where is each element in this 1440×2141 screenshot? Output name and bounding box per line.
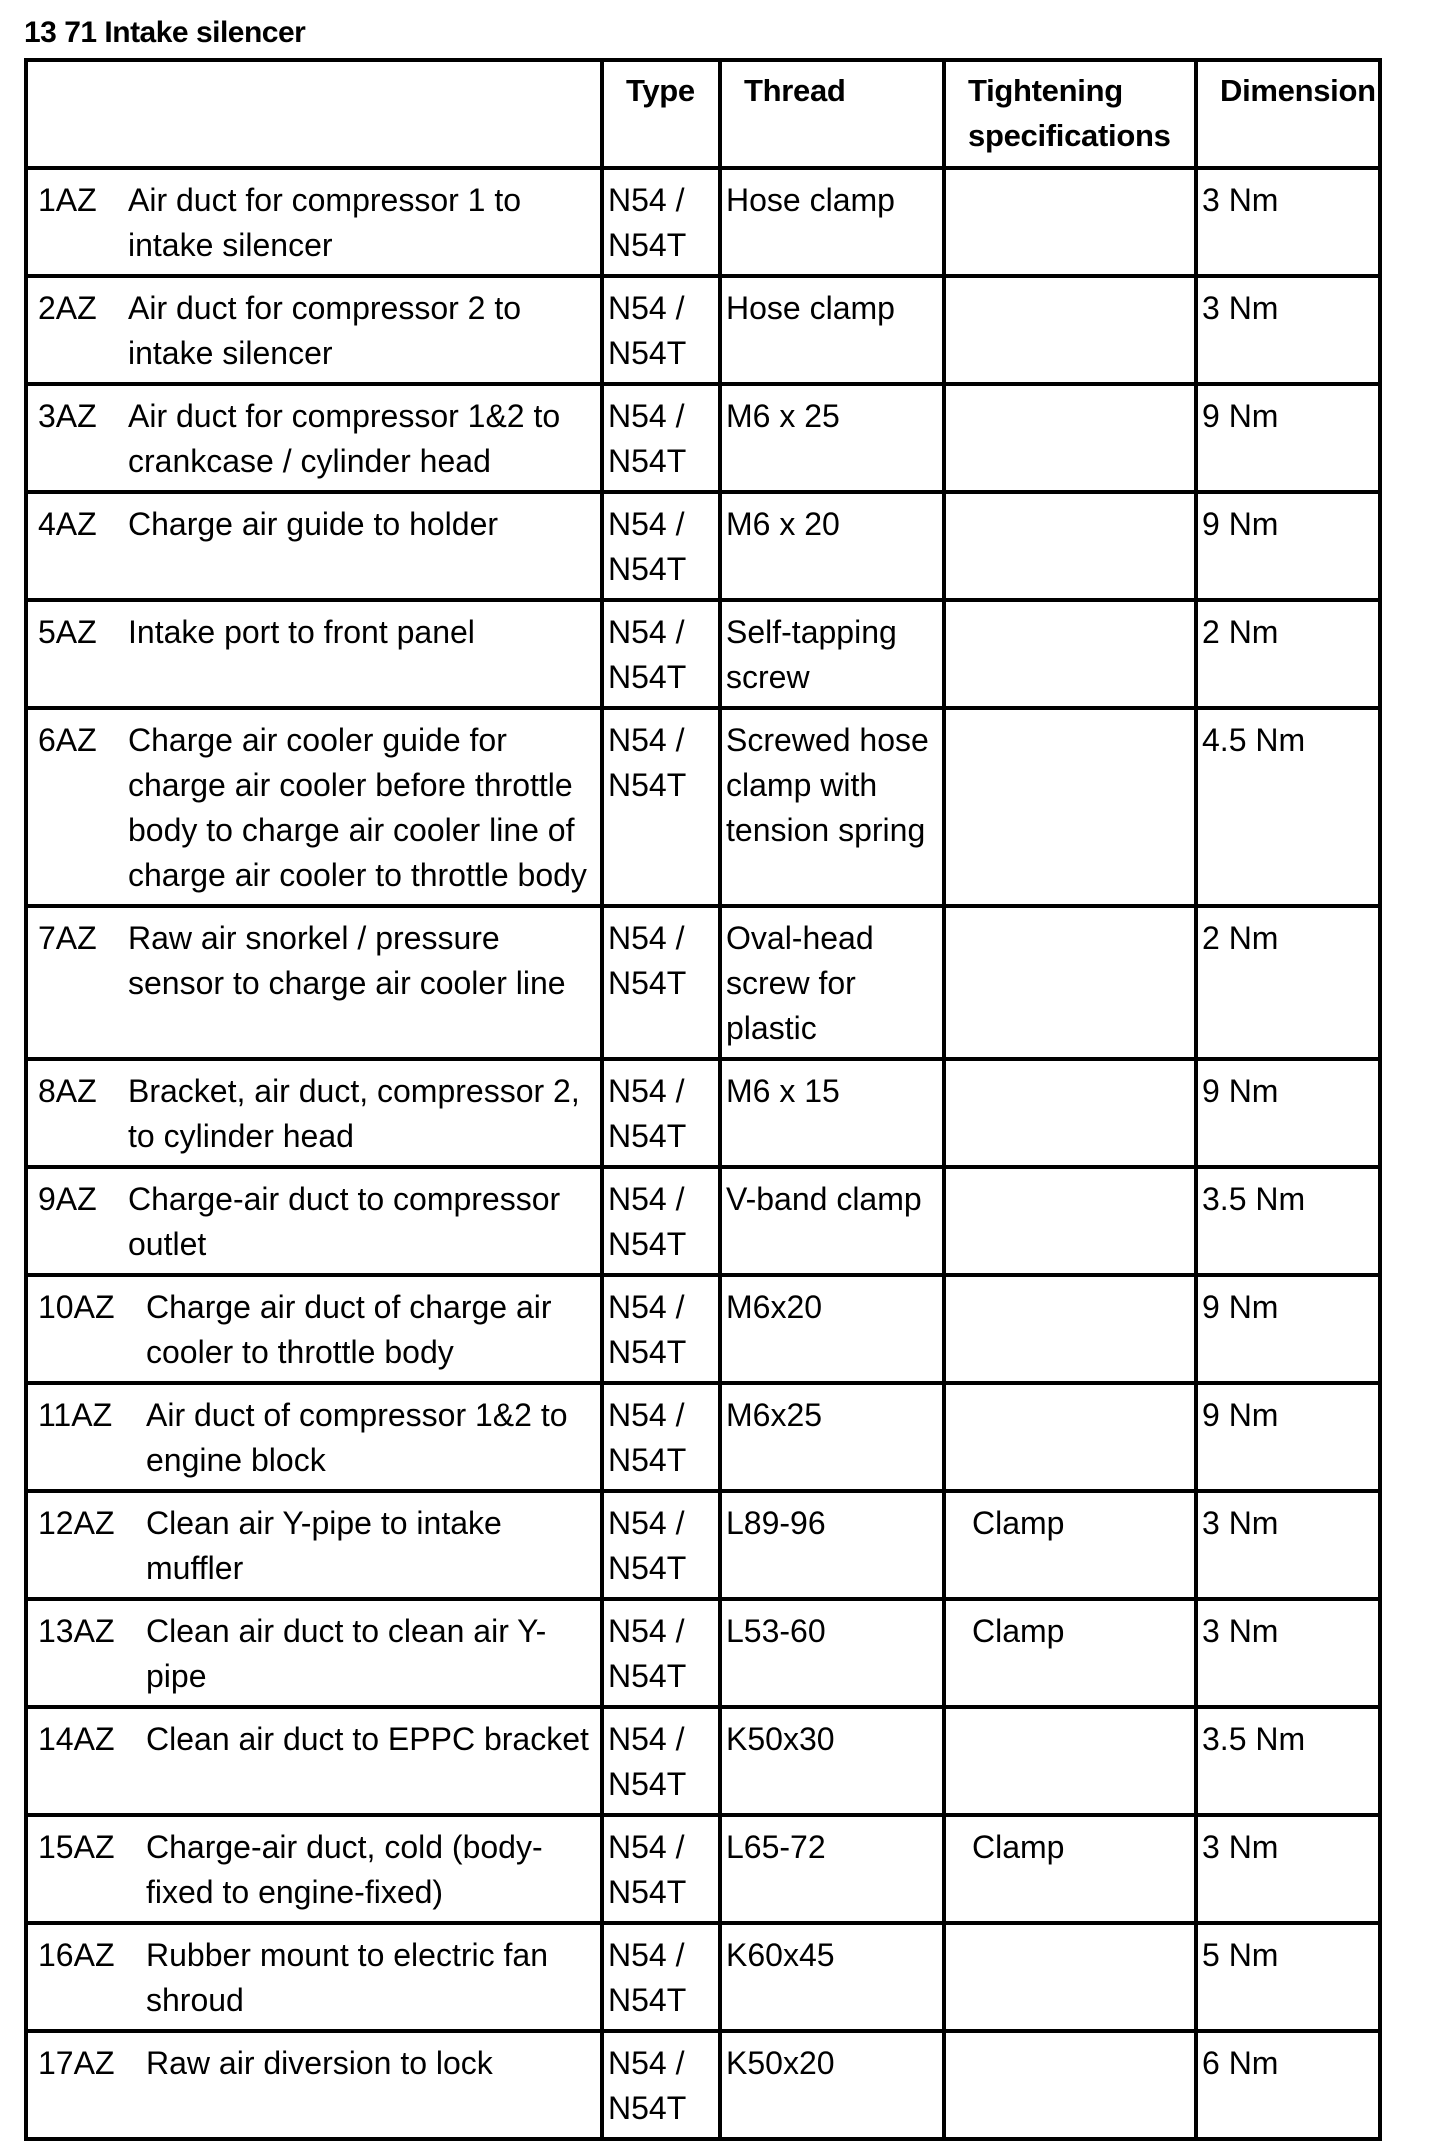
type-line1: N54 /	[608, 290, 685, 326]
type-cell	[602, 1167, 720, 1275]
dimension-cell: 3 Nm	[1196, 1599, 1380, 1707]
description-cell	[26, 600, 602, 708]
header-thread: Thread	[720, 60, 944, 168]
description-text: Clean air Y-pipe to intake muffler	[146, 1505, 502, 1586]
table-row	[26, 1923, 1380, 2031]
dimension-cell: 3.5 Nm	[1196, 1707, 1380, 1815]
description-text: Raw air diversion to lock	[146, 2045, 493, 2081]
header-tightening-line1: Tightening	[968, 73, 1123, 108]
description-cell	[26, 1275, 602, 1383]
position-number: 12AZ	[38, 1505, 115, 1541]
type-cell	[602, 708, 720, 906]
type-line1: N54 /	[608, 182, 685, 218]
dimension-cell: 3 Nm	[1196, 1815, 1380, 1923]
description-text: Raw air snorkel / pressure sensor to charge air cooler line	[128, 920, 566, 1001]
type-cell	[602, 1383, 720, 1491]
table-header-row	[26, 60, 1380, 168]
type-line1: N54 /	[608, 1721, 685, 1757]
table-row	[26, 1383, 1380, 1491]
dimension-cell: 2 Nm	[1196, 600, 1380, 708]
position-number: 10AZ	[38, 1289, 115, 1325]
position-number: 2AZ	[38, 290, 97, 326]
dimension-cell: 9 Nm	[1196, 1275, 1380, 1383]
tightening-cell	[944, 2031, 1196, 2139]
type-line2: N54T	[608, 1982, 687, 2018]
table-row	[26, 384, 1380, 492]
description-cell	[26, 1059, 602, 1167]
thread-cell: M6x20	[720, 1275, 944, 1383]
type-line2: N54T	[608, 443, 687, 479]
table-row	[26, 2031, 1380, 2139]
table-row	[26, 1815, 1380, 1923]
position-number: 7AZ	[38, 920, 97, 956]
type-line2: N54T	[608, 1442, 687, 1478]
tightening-cell	[944, 600, 1196, 708]
tightening-cell	[944, 384, 1196, 492]
table-row	[26, 906, 1380, 1059]
dimension-cell: 9 Nm	[1196, 1383, 1380, 1491]
type-cell	[602, 1275, 720, 1383]
description-cell	[26, 276, 602, 384]
thread-cell: M6 x 25	[720, 384, 944, 492]
tightening-cell	[944, 1167, 1196, 1275]
tightening-cell: Clamp	[944, 1491, 1196, 1599]
description-text: Rubber mount to electric fan shroud	[146, 1937, 548, 2018]
type-line1: N54 /	[608, 1613, 685, 1649]
type-line2: N54T	[608, 1118, 687, 1154]
type-cell	[602, 1599, 720, 1707]
type-line2: N54T	[608, 1334, 687, 1370]
dimension-cell: 9 Nm	[1196, 1059, 1380, 1167]
thread-cell: Hose clamp	[720, 276, 944, 384]
description-cell	[26, 492, 602, 600]
type-line1: N54 /	[608, 1289, 685, 1325]
type-cell	[602, 276, 720, 384]
type-line2: N54T	[608, 1874, 687, 1910]
thread-cell: L89-96	[720, 1491, 944, 1599]
dimension-cell: 6 Nm	[1196, 2031, 1380, 2139]
tightening-cell	[944, 168, 1196, 276]
dimension-cell: 5 Nm	[1196, 1923, 1380, 2031]
description-text: Intake port to front panel	[128, 614, 475, 650]
dimension-cell: 3 Nm	[1196, 168, 1380, 276]
position-number: 8AZ	[38, 1073, 97, 1109]
table-row	[26, 1599, 1380, 1707]
tightening-cell	[944, 1383, 1196, 1491]
tightening-cell	[944, 1059, 1196, 1167]
position-number: 17AZ	[38, 2045, 115, 2081]
type-cell	[602, 600, 720, 708]
thread-cell: M6x25	[720, 1383, 944, 1491]
type-cell	[602, 1491, 720, 1599]
description-cell	[26, 906, 602, 1059]
type-line1: N54 /	[608, 506, 685, 542]
position-number: 6AZ	[38, 722, 97, 758]
thread-cell: L65-72	[720, 1815, 944, 1923]
type-cell	[602, 384, 720, 492]
dimension-cell: 9 Nm	[1196, 492, 1380, 600]
header-type: Type	[602, 60, 720, 168]
description-text: Clean air duct to EPPC bracket	[146, 1721, 589, 1757]
type-line1: N54 /	[608, 1073, 685, 1109]
position-number: 4AZ	[38, 506, 97, 542]
description-cell	[26, 1923, 602, 2031]
thread-cell: Screwed hose clamp with tension spring	[720, 708, 944, 906]
type-cell	[602, 1815, 720, 1923]
description-text: Charge air duct of charge air cooler to throttle body	[146, 1289, 552, 1370]
header-description	[26, 60, 602, 168]
position-number: 3AZ	[38, 398, 97, 434]
type-cell	[602, 492, 720, 600]
description-cell	[26, 708, 602, 906]
thread-cell: K50x20	[720, 2031, 944, 2139]
position-number: 13AZ	[38, 1613, 115, 1649]
description-text: Bracket, air duct, compressor 2, to cylinder head	[128, 1073, 580, 1154]
tightening-cell	[944, 1923, 1196, 2031]
thread-cell: Hose clamp	[720, 168, 944, 276]
thread-cell: K50x30	[720, 1707, 944, 1815]
dimension-cell: 3 Nm	[1196, 1491, 1380, 1599]
type-line1: N54 /	[608, 1397, 685, 1433]
description-cell	[26, 1383, 602, 1491]
type-line2: N54T	[608, 659, 687, 695]
position-number: 15AZ	[38, 1829, 115, 1865]
table-row	[26, 1059, 1380, 1167]
type-line2: N54T	[608, 1226, 687, 1262]
description-text: Clean air duct to clean air Y-pipe	[146, 1613, 547, 1694]
description-text: Air duct for compressor 1 to intake silencer	[128, 182, 522, 263]
type-line1: N54 /	[608, 1181, 685, 1217]
tightening-cell: Clamp	[944, 1815, 1196, 1923]
description-text: Charge air cooler guide for charge air cooler before throttle body to charge air cooler line of charge air cooler to throttle body	[128, 722, 587, 893]
type-line2: N54T	[608, 551, 687, 587]
description-cell	[26, 1815, 602, 1923]
thread-cell: M6 x 20	[720, 492, 944, 600]
header-tightening-specifications	[944, 60, 1196, 168]
description-text: Air duct for compressor 1&2 to crankcase / cylinder head	[128, 398, 561, 479]
type-cell	[602, 1059, 720, 1167]
header-tightening-line2: specifications	[968, 118, 1171, 153]
position-number: 14AZ	[38, 1721, 115, 1757]
type-line1: N54 /	[608, 1937, 685, 1973]
type-line2: N54T	[608, 335, 687, 371]
tightening-cell	[944, 492, 1196, 600]
table-row	[26, 708, 1380, 906]
description-cell	[26, 1599, 602, 1707]
type-cell	[602, 168, 720, 276]
type-line1: N54 /	[608, 398, 685, 434]
description-cell	[26, 1167, 602, 1275]
description-cell	[26, 1707, 602, 1815]
tightening-cell	[944, 1275, 1196, 1383]
tightening-cell	[944, 906, 1196, 1059]
dimension-cell: 4.5 Nm	[1196, 708, 1380, 906]
thread-cell: L53-60	[720, 1599, 944, 1707]
table-row	[26, 492, 1380, 600]
position-number: 9AZ	[38, 1181, 97, 1217]
type-line1: N54 /	[608, 722, 685, 758]
type-line2: N54T	[608, 1766, 687, 1802]
description-text: Air duct for compressor 2 to intake silencer	[128, 290, 522, 371]
type-line2: N54T	[608, 965, 687, 1001]
type-cell	[602, 1707, 720, 1815]
thread-cell: Self-tapping screw	[720, 600, 944, 708]
type-line2: N54T	[608, 1658, 687, 1694]
dimension-cell: 3.5 Nm	[1196, 1167, 1380, 1275]
header-dimension: Dimension	[1196, 60, 1380, 168]
dimension-cell: 3 Nm	[1196, 276, 1380, 384]
type-cell	[602, 1923, 720, 2031]
type-line1: N54 /	[608, 1829, 685, 1865]
thread-cell: M6 x 15	[720, 1059, 944, 1167]
table-row	[26, 276, 1380, 384]
type-cell	[602, 906, 720, 1059]
description-cell	[26, 2031, 602, 2139]
thread-cell: V-band clamp	[720, 1167, 944, 1275]
type-line1: N54 /	[608, 614, 685, 650]
description-cell	[26, 168, 602, 276]
description-cell	[26, 384, 602, 492]
dimension-cell: 2 Nm	[1196, 906, 1380, 1059]
description-text: Charge air guide to holder	[128, 506, 499, 542]
table-row	[26, 1707, 1380, 1815]
type-line2: N54T	[608, 767, 687, 803]
page-title: 13 71 Intake silencer	[24, 16, 306, 49]
type-line2: N54T	[608, 227, 687, 263]
position-number: 16AZ	[38, 1937, 115, 1973]
tightening-cell	[944, 276, 1196, 384]
position-number: 5AZ	[38, 614, 97, 650]
table-row	[26, 168, 1380, 276]
dimension-cell: 9 Nm	[1196, 384, 1380, 492]
table-row	[26, 1275, 1380, 1383]
table-row	[26, 600, 1380, 708]
type-line1: N54 /	[608, 1505, 685, 1541]
position-number: 11AZ	[38, 1397, 113, 1433]
table-row	[26, 1491, 1380, 1599]
thread-cell: K60x45	[720, 1923, 944, 2031]
description-cell	[26, 1491, 602, 1599]
tightening-cell: Clamp	[944, 1599, 1196, 1707]
tightening-cell	[944, 708, 1196, 906]
table-body	[26, 168, 1380, 2139]
description-text: Charge-air duct to compressor outlet	[128, 1181, 561, 1262]
tightening-cell	[944, 1707, 1196, 1815]
type-line2: N54T	[608, 2090, 687, 2126]
description-text: Air duct of compressor 1&2 to engine block	[146, 1397, 568, 1478]
thread-cell: Oval-head screw for plastic	[720, 906, 944, 1059]
torque-spec-table	[24, 58, 1382, 2141]
type-line2: N54T	[608, 1550, 687, 1586]
description-text: Charge-air duct, cold (body-fixed to engine-fixed)	[146, 1829, 543, 1910]
type-line1: N54 /	[608, 920, 685, 956]
type-cell	[602, 2031, 720, 2139]
type-line1: N54 /	[608, 2045, 685, 2081]
table-row	[26, 1167, 1380, 1275]
position-number: 1AZ	[38, 182, 97, 218]
